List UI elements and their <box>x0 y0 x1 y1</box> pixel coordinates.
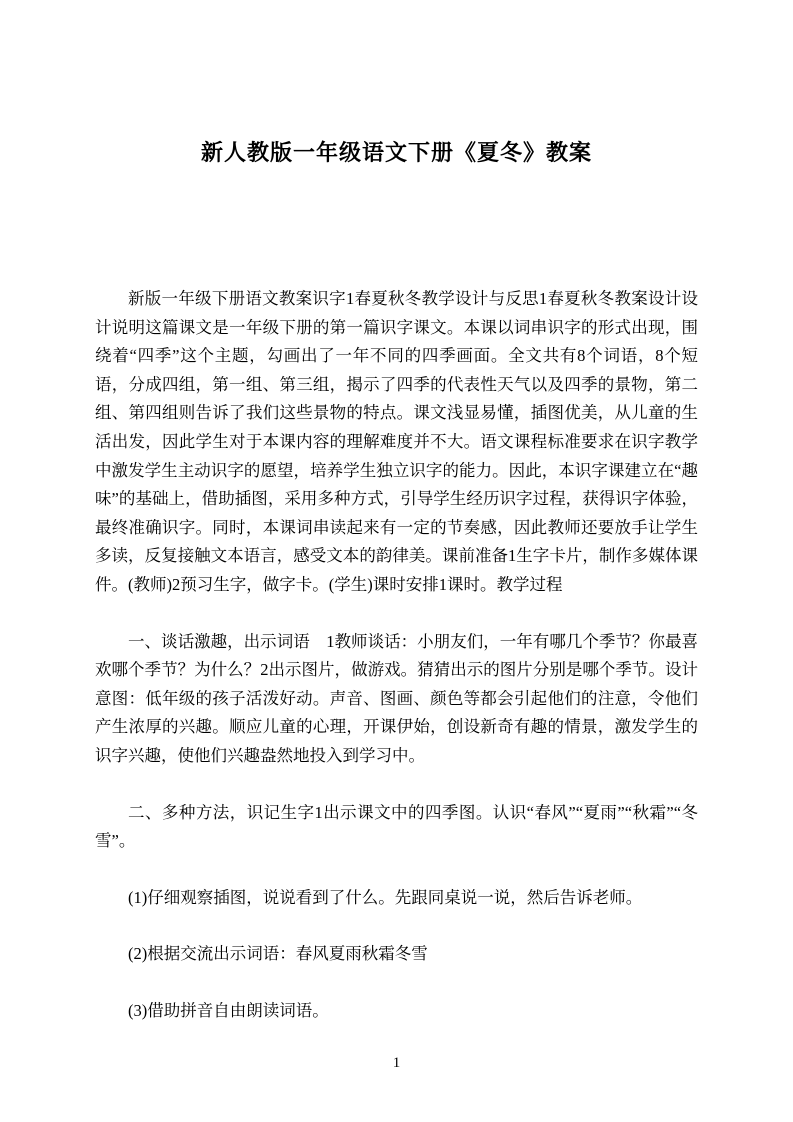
page-number: 1 <box>392 1055 401 1071</box>
document-body <box>95 285 698 1025</box>
paragraph: (1)仔细观察插图，说说看到了什么。先跟同桌说一说，然后告诉老师。 <box>128 887 643 907</box>
paragraph: 新版一年级下册语文教案识字1春夏秋冬教学设计与反思1春夏秋冬教案设计设计说明这篇课文是一年级下册的第一篇识字课文。本课以词串识字的形式出现，围绕着“四季”这个主题，勾画出了一年不同的四季画面。全文共有8个词语，8个短语，分成四组，第一组、第三组，揭示了四季的代表性天气以及四季的景物，第二组、第四组则告诉了我们这些景物的特点。课文浅显易懂，插图优美，从儿童的生活出发，因此学生对于本课内容的理解难度并不大。语文课程标准要求在识字教学中激发学生主动识字的愿望，培养学生独立识字的能力。因此，本识字课建立在“趣味”的基础上，借助插图，采用多种方式，引导学生经历识字过程，获得识字体验，最终准确识字。同时，本课词串读起来有一定的节奏感，因此教师还要放手让学生多读，反复接触文本语言，感受文本的韵律美。课前准备1生字卡片，制作多媒体课件。(教师)2预习生字，做字卡。(学生)课时安排1课时。教学过程 <box>95 289 698 594</box>
page-title: 新人教版一年级语文下册《夏冬》教案 <box>200 140 592 165</box>
paragraph: 二、多种方法，识记生字1出示课文中的四季图。认识“春风”“夏雨”“秋霜”“冬雪”。 <box>95 802 698 851</box>
paragraph: 一、谈话激趣，出示词语 1教师谈话：小朋友们，一年有哪几个季节？你最喜欢哪个季节？为什么？2出示图片，做游戏。猜猜出示的图片分别是哪个季节。设计意图：低年级的孩子活泼好动。声音、图画、颜色等都会引起他们的注意，令他们产生浓厚的兴趣。顺应儿童的心理，开课伊始，创设新奇有趣的情景，激发学生的识字兴趣，使他们兴趣盎然地投入到学习中。 <box>95 631 698 765</box>
paragraph: (3)借助拼音自由朗读词语。 <box>128 1000 329 1020</box>
paragraph: (2)根据交流出示词语：春风夏雨秋霜冬雪 <box>128 944 428 964</box>
